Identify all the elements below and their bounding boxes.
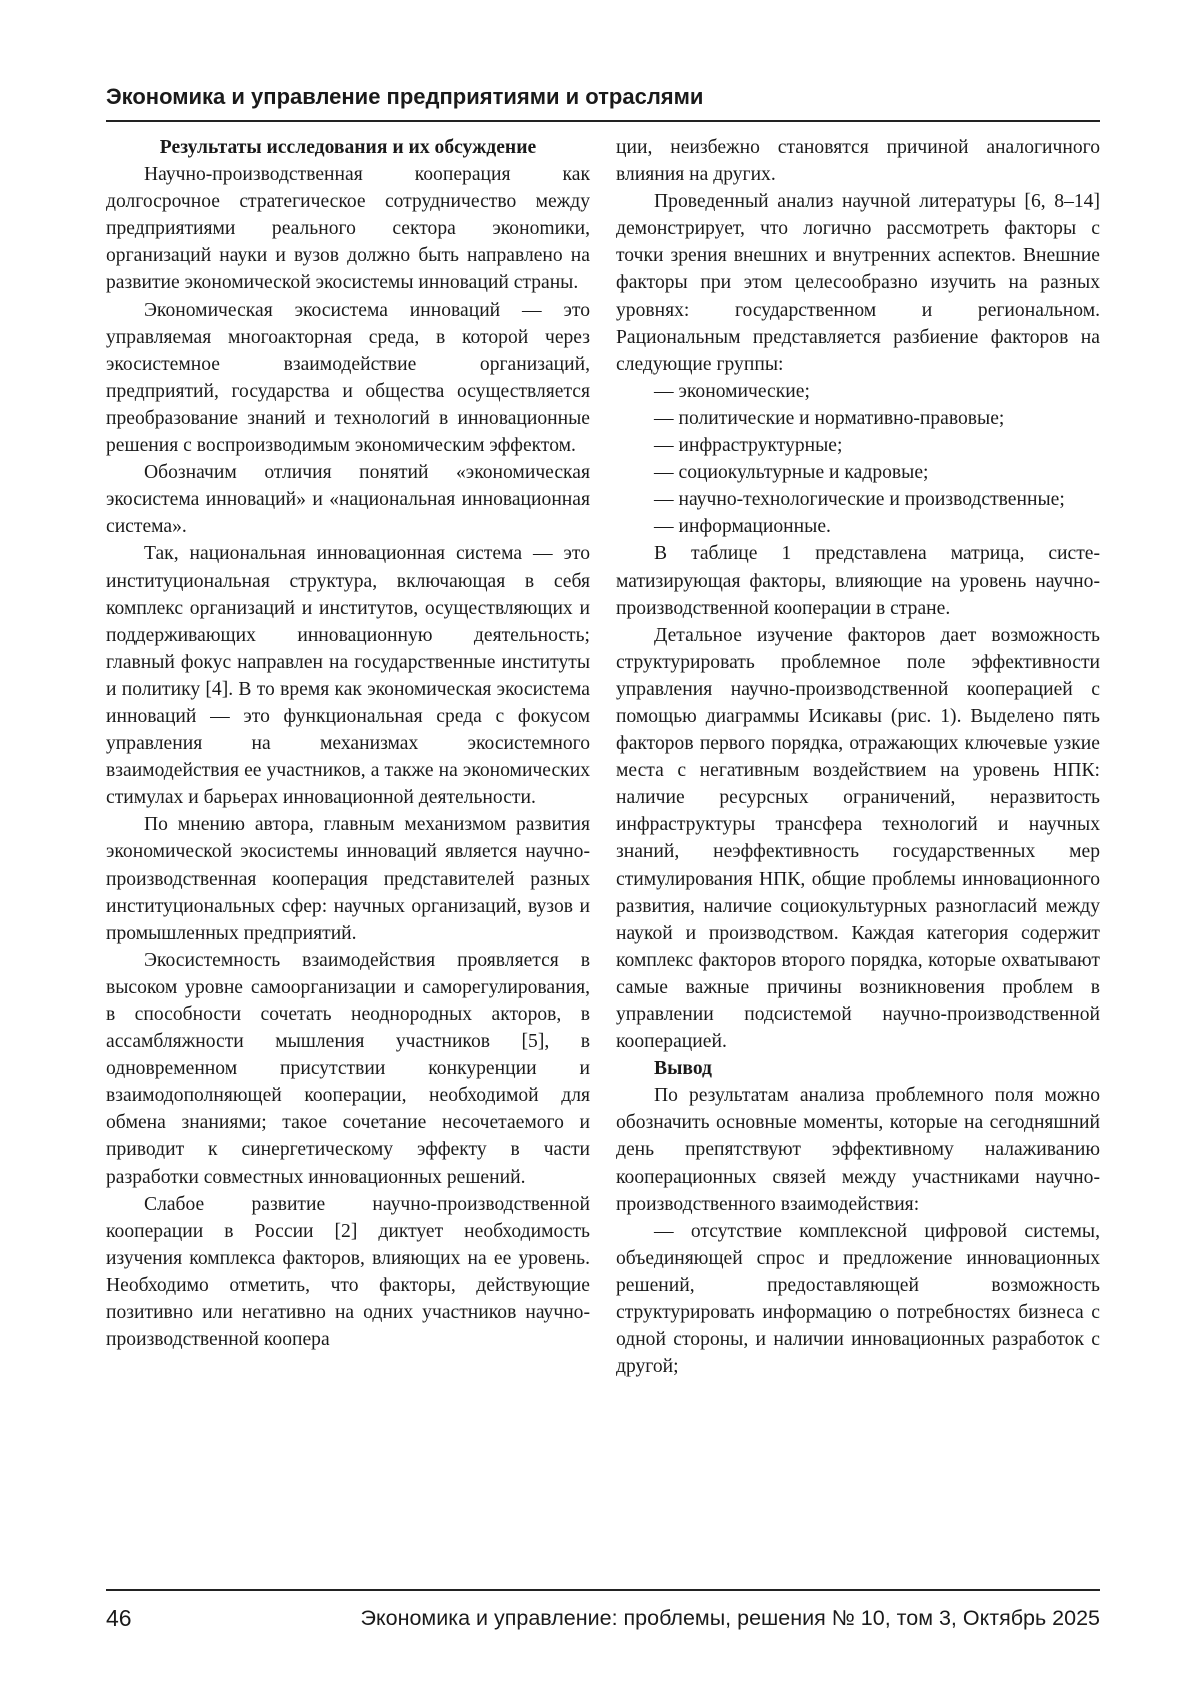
paragraph-conclusion: По результатам анализа проблемного поля можно обозначить основные моменты, которые на сегодняшний день препятствуют эффективному налаживанию кооперационных связей между участниками научно-производственного взаимодействия: <box>616 1085 1100 1215</box>
paragraph-cooperation-definition: Научно-производственная кооперация как долгосрочное стратегическое сотрудничество между предприятиями реального сектора эконоmики, организаций науки и вузов должно быть направлено на развитие экономической экосистемы инноваций страны. <box>106 164 590 294</box>
footer-rule <box>106 1589 1100 1591</box>
paragraph-ishikawa: Детальное изучение факторов дает возможность структурировать проблемное поле эффективности управления научно-производственной кооперацией с помощью диаграммы Исикавы (рис. 1). Выделено пять факторов первого порядка, отражающих ключевые узкие места с негативным воздействием на уровень НПК: наличие ресурсных ограничений, неразвитость инфраструктуры трансфера технологий и научных знаний, неэффективность государственных мер стимулирования НПК, общие проблемы инновационного развития, наличие социокультурных разногласий между наукой и производством. Каждая категория содержит комплекс факторов второго порядка, которые охватывают самые важные причины возникновения проблем в управлении подсистемой научно-производственной кооперацией. <box>616 624 1100 1053</box>
list-item-sociocultural: — социокультурные и кадровые; <box>654 462 929 484</box>
paragraph-ecosystem-interaction: Экосистемность взаимодействия проявляется в высоком уровне самоорганизации и саморегулирования, в способности сочетать неоднородных акторов, в ассамбляжности мышления участников [5], в одновременном присутствии конкуренции и взаимодополняющей кооперации, необходимой для обмена знаниями; такое сочетание несочетаемого и приводит к синергетическому эффекту в части разработки совместных инновационных решений. <box>106 949 590 1188</box>
page-number: 46 <box>106 1605 132 1631</box>
list-item-economic: — экономические; <box>654 380 810 402</box>
running-head-title: Экономика и управление предприятиями и отраслями <box>106 84 704 109</box>
paragraph-ecosystem-definition: Экономическая экосистема инноваций — это управляемая многоакторная среда, в которой через экосистемное взаимодействие организаций, предприятий, государства и общества осуществляется преобразование знаний и технологий в инновационные решения с воспроизводимым экономическим эффектом. <box>106 299 590 457</box>
paragraph-weak-development: Слабое развитие научно-производственной кооперации в России [2] диктует необходимость изучения комплекса факторов, влияющих на ее уровень. Необходимо отметить, что факторы, действующие позитивно или негативно на одних участников научно-производственной коопера <box>106 1193 590 1351</box>
list-item-scientific: — научно-технологические и производственные; <box>654 489 1065 511</box>
section-heading-results: Результаты исследования и их обсуждение <box>159 137 537 158</box>
paragraph-author-opinion: По мнению автора, главным механизмом развития экономической экосистемы инноваций является научно-производственная кооперация представителей разных институциональных сфер: научных организаций, вузов и промышленных предприятий. <box>106 814 590 944</box>
left-column <box>106 134 590 1353</box>
paragraph-continuation: ции, неизбежно становятся причиной аналогичного влияния на других. <box>616 137 1100 186</box>
paragraph-national-system: Так, национальная инновационная система — это институциональная структура, включающая в себя комплекс организаций и институтов, осуществляющих и поддерживающих инновационную деятельность; главный фокус направлен на государственные институты и политику [4]. В то время как экономическая экосистема инноваций — это функциональная среда с фокусом управления на механизмах экосистемного взаимодействия ее участников, а также на экономических стимулах и барьерах инновационной деятельности. <box>106 543 590 809</box>
list-item-political: — политические и нормативно-правовые; <box>654 407 1005 429</box>
journal-title: Экономика и управление: проблемы, решения № 10, том 3, Октябрь 2025 <box>360 1606 1100 1630</box>
paragraph-concept-differences: Обозначим отличия понятий «экономическая экосистема инноваций» и «национальная инновационная система». <box>106 462 590 538</box>
paragraph-conclusion-bullet: — отсутствие комплексной цифровой системы, объединяющей спрос и предложение инновационных решений, предоставляющей возможность структурировать информацию о потребностях бизнеса с одной стороны, и наличии инновационных разработок с другой; <box>616 1220 1100 1378</box>
paragraph-table-reference: В таблице 1 представлена матрица, систематизирующая факторы, влияющие на уровень научно-производственной кооперации в стране. <box>616 543 1100 619</box>
list-item-information: — информационные. <box>654 516 831 538</box>
section-heading-conclusion: Вывод <box>654 1058 712 1080</box>
right-column <box>616 134 1100 1380</box>
paragraph-literature-analysis: Проведенный анализ научной литературы [6, 8–14] демонстрирует, что логично рассмотреть факторы с точки зрения внешних и внутренних аспектов. Внешние факторы при этом целесообразно изучить на разных уровнях: государственном и региональном. Рациональным представляется разбиение факторов на следующие группы: <box>616 191 1100 375</box>
list-item-infrastructure: — инфраструктурные; <box>654 435 843 457</box>
header-rule <box>106 120 1100 122</box>
